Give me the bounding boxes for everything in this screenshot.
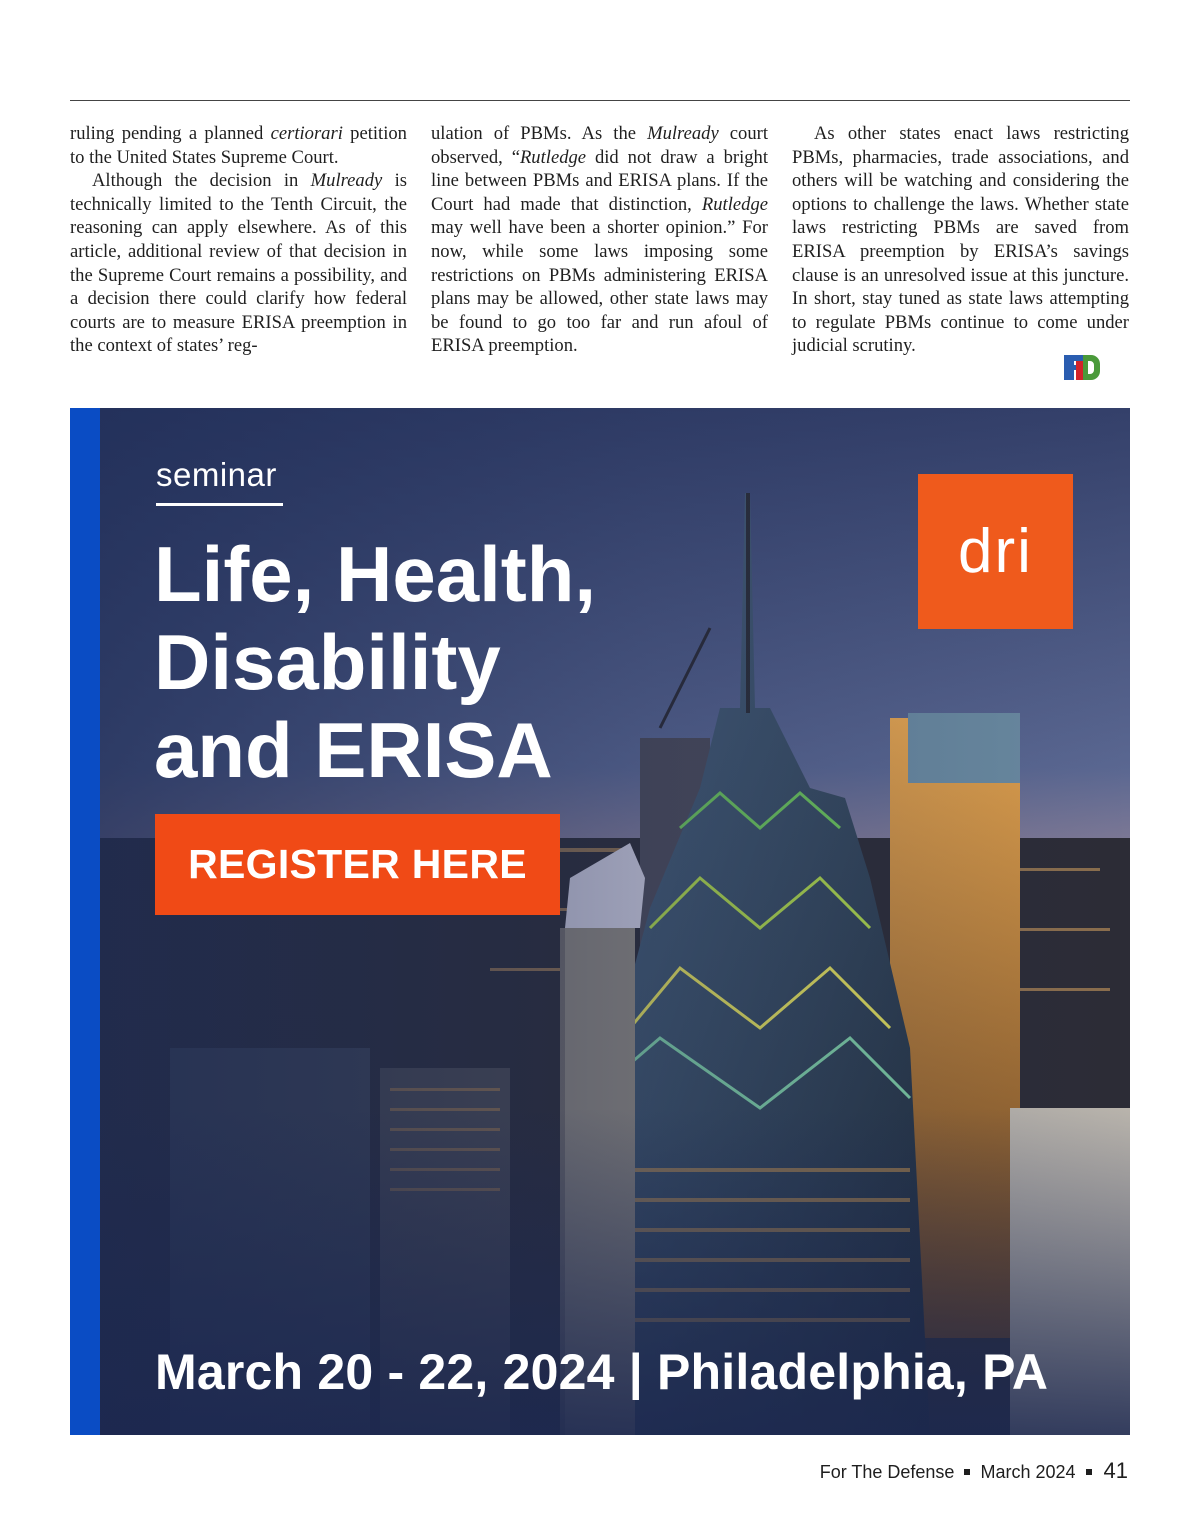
top-rule bbox=[70, 100, 1130, 101]
page-number: 41 bbox=[1103, 1458, 1128, 1483]
kicker-underline bbox=[156, 503, 283, 506]
ad-accent-bar bbox=[70, 408, 100, 1435]
ad-title bbox=[154, 530, 596, 794]
paragraph: Although the decision in Mulready is technically limited to the Tenth Circuit, the reasoning can apply elsewhere. As of this article, additional review of that decision in the Supreme Court remains a possibility, and a decision there could clarify how federal courts are to measure ERISA preemption in the context of states’ reg- bbox=[70, 170, 407, 357]
publication-name: For The Defense bbox=[819, 1462, 955, 1482]
dri-logo: dri bbox=[918, 474, 1073, 629]
article-column-3 bbox=[792, 122, 1129, 358]
ad-title-line: Disability bbox=[154, 618, 501, 706]
ad-title-line: and ERISA bbox=[154, 706, 553, 794]
separator-square-icon bbox=[1086, 1469, 1092, 1475]
article-column-2 bbox=[431, 122, 768, 358]
separator-square-icon bbox=[964, 1469, 970, 1475]
register-button[interactable]: REGISTER HERE bbox=[155, 814, 560, 915]
paragraph: ruling pending a planned certiorari petition to the United States Supreme Court. bbox=[70, 123, 407, 168]
issue-date: March 2024 bbox=[980, 1462, 1076, 1482]
page-footer bbox=[820, 1458, 1128, 1484]
ad-kicker: seminar bbox=[156, 456, 277, 493]
ad-title-line: Life, Health, bbox=[154, 530, 597, 618]
paragraph: As other states enact laws restricting PBMs, pharmacies, trade associations, and others will be watching and considering the options to challenge the laws. Whether state laws restricting PBMs are saved from ERISA preemption by ERISA’s savings clause is an unresolved issue at this juncture. In short, stay tuned as state laws attempting to regulate PBMs continue to come under judicial scrutiny. bbox=[792, 123, 1129, 357]
article-column-1 bbox=[70, 122, 407, 358]
ad-dateline: March 20 - 22, 2024 | Philadelphia, PA bbox=[155, 1344, 1049, 1400]
end-of-article-logo bbox=[1061, 352, 1101, 383]
paragraph: ulation of PBMs. As the Mulready court observed, “Rutledge did not draw a bright line between PBMs and ERISA plans. If the Court had made that distinction, Rutledge may well have been a shorter opinion.” For now, while some laws imposing some restrictions on PBMs administering ERISA plans may be allowed, other state laws may be found to go too far and run afoul of ERISA preemption. bbox=[431, 123, 768, 357]
seminar-advertisement[interactable] bbox=[70, 408, 1130, 1435]
